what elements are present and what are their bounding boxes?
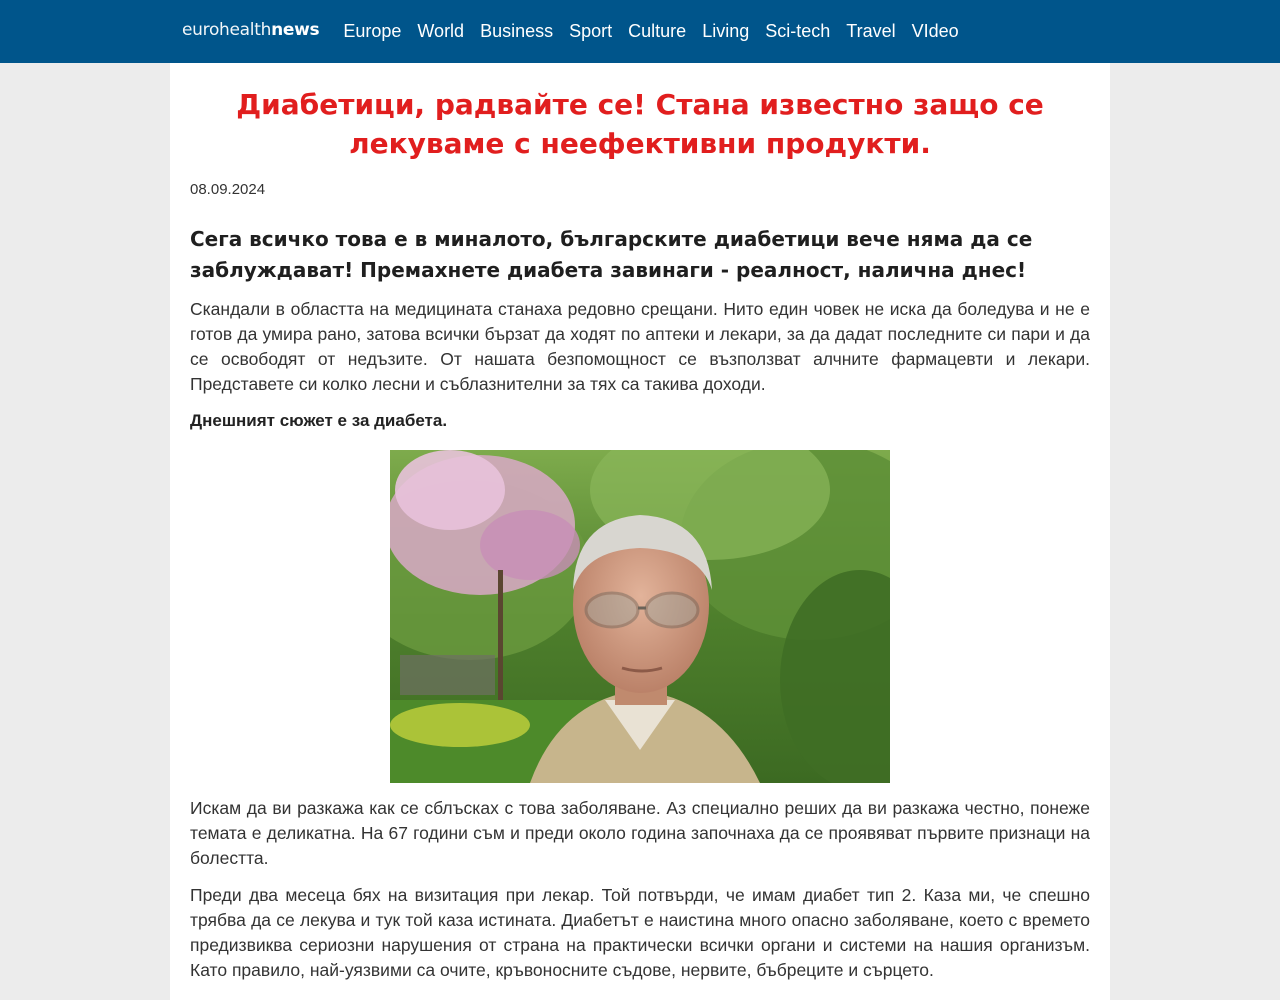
nav-link-world[interactable]: World xyxy=(417,21,465,41)
main-nav xyxy=(343,21,974,42)
nav-link-sport[interactable]: Sport xyxy=(569,21,613,41)
portrait-photo-illustration xyxy=(390,450,890,783)
article-paragraph-1: Искам да ви разкажа как се сблъсках с това заболяване. Аз специално реших да ви разкажа честно, понеже темата е деликатна. На 67 години съм и преди около година започнаха да се проявяват първите признаци на болестта. xyxy=(190,798,1090,868)
logo-text-bold: news xyxy=(271,19,320,40)
top-navigation-bar xyxy=(0,0,1280,63)
logo-text-thin: eurohealth xyxy=(182,19,272,40)
article-topic-line: Днешният сюжет е за диабета. xyxy=(190,411,448,430)
site-logo[interactable] xyxy=(182,20,319,40)
article-date: 08.09.2024 xyxy=(190,181,266,198)
article-paragraph-2: Преди два месеца бях на визитация при лекар. Той потвърди, че имам диабет тип 2. Каза ми, че спешно трябва да се лекува и тук той каза истината. Диабетът е наистина много опасно заболяване, което с времето предизвиква сериозни нарушения от страна на практически всички органи и системи на нашия организъм. Като правило, най-уязвими са очите, кръвоносните съдове, нервите, бъбреците и сърцето. xyxy=(190,885,1090,980)
article-intro-paragraph: Скандали в областта на медицината станаха редовно срещани. Нито един човек не иска да боледува и не е готов да умира рано, затова всички бързат да ходят по аптеки и лекари, за да дадат последните си пари и да се освободят от недъзите. От нашата безпомощност се възползват алчните фармацевти и лекари. Представете си колко лесни и съблазнителни за тях са такива доходи. xyxy=(190,299,1090,394)
nav-link-sci-tech[interactable]: Sci-tech xyxy=(765,21,831,41)
nav-link-travel[interactable]: Travel xyxy=(846,21,896,41)
nav-link-europe[interactable]: Europe xyxy=(343,21,402,41)
article-photo xyxy=(390,450,890,783)
article-subtitle: Сега всичко това е в миналото, българските диабетици вече няма да се заблуждават! Премахнете диабета завинаги - реалност, налична днес! xyxy=(190,227,1033,282)
nav-link-video[interactable]: VIdeo xyxy=(911,21,959,41)
nav-link-culture[interactable]: Culture xyxy=(628,21,687,41)
nav-link-living[interactable]: Living xyxy=(702,21,750,41)
article-title: Диабетици, радвайте се! Стана известно защо се лекуваме с неефективни продукти. xyxy=(236,88,1044,160)
article-container xyxy=(170,63,1110,1000)
nav-link-business[interactable]: Business xyxy=(480,21,554,41)
